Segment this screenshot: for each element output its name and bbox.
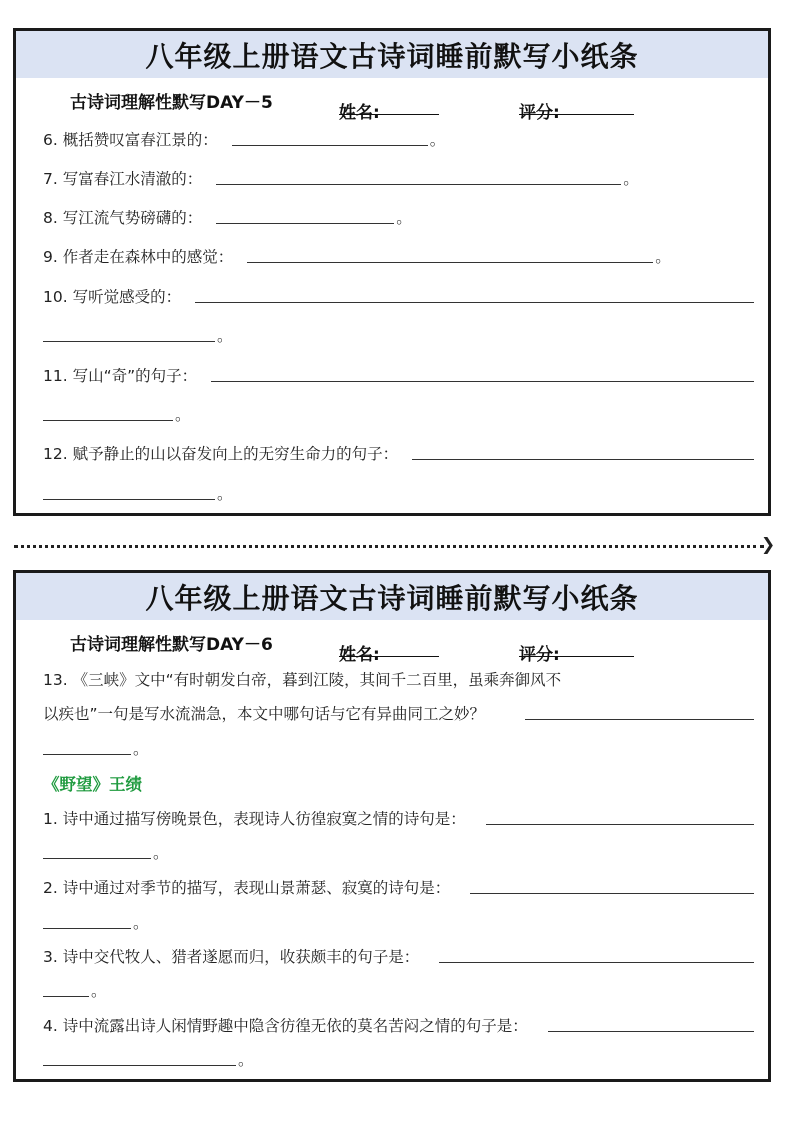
question-12-continued: 。	[43, 480, 754, 504]
question-6: 6. 概括赞叹富春江景的： 。	[43, 131, 446, 149]
cut-line-divider	[14, 545, 764, 548]
answer-blank[interactable]	[486, 823, 754, 825]
poem-question-4: 4. 诗中流露出诗人闲情野趣中隐含彷徨无依的莫名苦闷之情的句子是：	[43, 1012, 754, 1036]
question-13-line1: 13. 《三峡》文中“有时朝发白帝，暮到江陵，其间千二百里，虽乘奔御风不	[43, 671, 562, 689]
question-10-continued: 。	[43, 322, 754, 346]
card-title: 八年级上册语文古诗词睡前默写小纸条	[16, 573, 768, 620]
score-line[interactable]	[519, 98, 634, 115]
question-7: 7. 写富春江水清澈的： 。	[43, 170, 639, 188]
answer-blank[interactable]	[43, 498, 215, 500]
answer-blank[interactable]	[216, 183, 621, 185]
poem-question-3-continued: 。	[43, 977, 754, 1001]
worksheet-card-day5	[13, 28, 771, 516]
answer-blank[interactable]	[43, 419, 173, 421]
name-line[interactable]	[339, 98, 439, 115]
worksheet-card-day6	[13, 570, 771, 1082]
answer-blank[interactable]	[43, 927, 131, 929]
poem-heading: 《野望》王绩	[43, 775, 142, 794]
answer-blank[interactable]	[43, 857, 151, 859]
answer-blank[interactable]	[43, 995, 89, 997]
question-8: 8. 写江流气势磅礴的： 。	[43, 209, 412, 227]
question-11-continued: 。	[43, 401, 754, 425]
name-line[interactable]	[339, 640, 439, 657]
answer-blank[interactable]	[548, 1030, 754, 1032]
card-subheader: 古诗词理解性默写DAY－6 姓名: 评分:	[16, 620, 768, 660]
question-12: 12. 赋予静止的山以奋发向上的无穷生命力的句子：	[43, 440, 754, 464]
card-title: 八年级上册语文古诗词睡前默写小纸条	[16, 31, 768, 78]
question-11: 11. 写山“奇”的句子：	[43, 362, 754, 386]
arrow-right-icon: ❯	[761, 535, 776, 555]
poem-question-1-continued: 。	[43, 839, 754, 863]
answer-blank[interactable]	[412, 458, 754, 460]
answer-blank[interactable]	[43, 1064, 236, 1066]
poem-question-1: 1. 诗中通过描写傍晚景色，表现诗人彷徨寂寞之情的诗句是：	[43, 805, 754, 829]
poem-question-3: 3. 诗中交代牧人、猎者遂愿而归，收获颇丰的句子是：	[43, 943, 754, 967]
answer-blank[interactable]	[43, 753, 131, 755]
answer-blank[interactable]	[216, 222, 394, 224]
poem-question-2-continued: 。	[43, 909, 754, 933]
question-9: 9. 作者走在森林中的感觉： 。	[43, 248, 671, 266]
answer-blank[interactable]	[439, 961, 754, 963]
answer-blank[interactable]	[211, 380, 754, 382]
question-13-line2: 以疾也”一句是写水流湍急，本文中哪句话与它有异曲同工之妙？	[43, 700, 754, 724]
question-13-continued: 。	[43, 735, 754, 759]
score-line[interactable]	[519, 640, 634, 657]
answer-blank[interactable]	[525, 718, 754, 720]
poem-question-2: 2. 诗中通过对季节的描写，表现山景萧瑟、寂寞的诗句是：	[43, 874, 754, 898]
answer-blank[interactable]	[195, 301, 754, 303]
card-subheader: 古诗词理解性默写DAY－5 姓名: 评分:	[16, 78, 768, 118]
day-label: 古诗词理解性默写DAY－5	[70, 93, 273, 113]
question-10: 10. 写听觉感受的：	[43, 283, 754, 307]
answer-blank[interactable]	[470, 892, 754, 894]
answer-blank[interactable]	[247, 261, 653, 263]
day-label: 古诗词理解性默写DAY－6	[70, 635, 273, 655]
poem-question-4-continued: 。	[43, 1046, 754, 1070]
answer-blank[interactable]	[232, 144, 428, 146]
answer-blank[interactable]	[43, 340, 215, 342]
